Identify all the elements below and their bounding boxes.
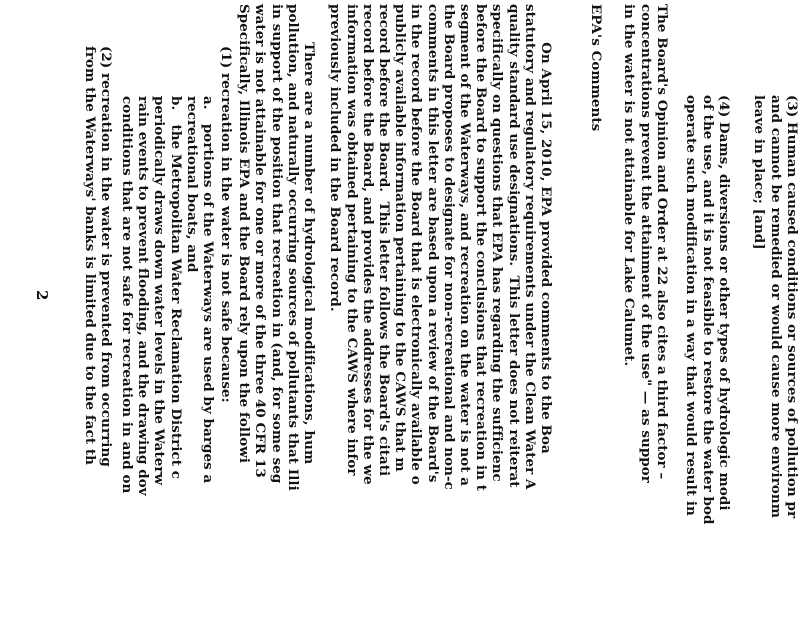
item4-line: (4) Dams, diversions or other types of hydrologic modi bbox=[716, 95, 732, 511]
item2-line: (2) recreation in the water is prevented from occurring bbox=[98, 46, 114, 467]
april-line: statutory and regulatory requirements under the Clean Water A bbox=[521, 4, 538, 490]
there-are-line: Specifically, Illinois EPA and the Board rely upon the followi bbox=[236, 4, 253, 464]
item3-line: (3) Human caused conditions or sources of pollution pr bbox=[784, 95, 800, 519]
item2-line: from the Waterways' banks is limited due to the fact th bbox=[81, 46, 98, 465]
there-are-line: There are a number of hydrological modifications, hum bbox=[301, 4, 317, 465]
sub-list-line: recreational boats, and bbox=[183, 96, 200, 273]
sub-list-line: b. the Metropolitan Water Reclamation District c bbox=[167, 96, 184, 480]
there-are-line: pollution, and naturally occurring sources of pollutants that Illi bbox=[284, 4, 301, 491]
item3-line: and cannot be remedied or would cause more environm bbox=[767, 95, 784, 519]
april-line: comments in this letter are based upon a review of the Board's bbox=[424, 4, 441, 483]
rec-in-line: (1) recreation in the water is not safe because: bbox=[218, 46, 234, 403]
sub-list-line: rain events to prevent flooding, and the drawing dov bbox=[135, 96, 152, 496]
board-opinion-line: concentrations prevent the attainment of the use" — as suppor bbox=[637, 4, 654, 483]
item4-line: of the use, and it is not feasible to restore the water bod bbox=[699, 95, 716, 525]
there-are-line: water is not attainable for one or more of the three 40 CFR 13 bbox=[252, 4, 269, 478]
april-line: the Board proposes to designate for non-recreational and non-c bbox=[440, 4, 457, 490]
there-are-line: in support of the position that recreation in (and, for some seg bbox=[268, 4, 285, 484]
april-line: publicly available information pertaining to the CAWS that m bbox=[392, 4, 409, 472]
page-number: 2 bbox=[33, 290, 51, 301]
april-line: quality standard use designations. This letter does not reiterat bbox=[505, 4, 522, 488]
april-line: previously included in the Board record. bbox=[327, 4, 344, 312]
april-line: information was obtained pertaining to the CAWS where infor bbox=[343, 4, 360, 476]
april-line: On April 15, 2010, EPA provided comments to the Boa bbox=[538, 4, 554, 454]
sub-list-line: periodically draws down water levels in the Waterw bbox=[151, 96, 168, 486]
board-opinion-line: in the water is not attainable for Lake Calumet. bbox=[621, 4, 638, 367]
april-line: record before the Board, and provides the addresses for the we bbox=[359, 4, 376, 485]
april-line: specifically on questions that EPA has regarding the sufficienc bbox=[489, 4, 506, 482]
item4-line: operate such modification in a way that would result in bbox=[683, 95, 700, 516]
april-line: before the Board to support the conclusions that recreation in t bbox=[473, 4, 490, 492]
april-line: segment of the Waterways, and recreation on the water is not a bbox=[457, 4, 473, 487]
sub-list-line: a. portions of the Waterways are used by barges a bbox=[200, 96, 216, 484]
april-line: in the record before the Board that is electronically available o bbox=[408, 4, 425, 485]
heading-line: EPA's Comments bbox=[588, 4, 604, 132]
sub-list-line: conditions that are not safe for recreation in and on bbox=[119, 96, 135, 494]
board-opinion-line: The Board's Opinion and Order at 22 also cites a third factor – bbox=[654, 4, 670, 480]
april-line: record before the Board. This letter follows the Board's citati bbox=[376, 4, 392, 477]
item3-line: leave in place; [and] bbox=[751, 95, 768, 250]
